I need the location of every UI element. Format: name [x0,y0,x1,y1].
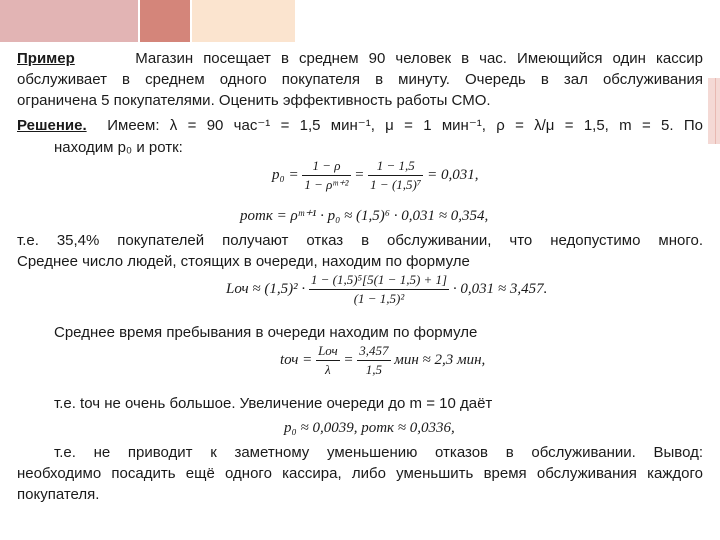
formula-toch [280,343,485,378]
para-line-9: т.е. tоч не очень большое. Увеличение очереди до m = 10 даёт [54,395,493,412]
f4-lhs: tоч = [280,351,313,368]
para-line-12: покупателя. [17,486,100,503]
para-line-3: ограничена 5 покупателями. Оценить эффективность работы СМО. [17,92,491,109]
solution-text: Имеем: λ = 90 час⁻¹ = 1,5 мин⁻¹, μ = 1 мин⁻¹, ρ = λ/μ = 1,5, m = 5. По [107,117,703,134]
para-line-2: обслуживает в среднем одного покупателя в минуту. Очередь в зал обслуживания [17,71,703,88]
f3-den: (1 − 1,5)² [353,291,405,306]
f3-lhs: Lоч ≈ (1,5)² · [226,280,306,297]
decor-bar-1 [0,0,138,42]
f1-num1: 1 − ρ [302,158,350,176]
example-text: Магазин посещает в среднем 90 человек в час. Имеющийся один кассир [135,50,703,67]
f1-den1: 1 − ρᵐ⁺² [304,177,349,192]
formula-potk: pотк = ρᵐ⁺¹ · p₀ ≈ (1,5)⁶ · 0,031 ≈ 0,354, [240,208,489,224]
para-line-8: Среднее время пребывания в очереди находим по формуле [54,324,478,341]
decor-bar-3 [192,0,295,42]
f4-num1: Lоч [316,343,340,361]
para-line-1 [17,50,703,68]
para-line-10: т.е. не приводит к заметному уменьшению отказов в обслуживании. Вывод: [54,444,703,461]
f4-den2: 1,5 [365,362,383,377]
f1-num2: 1 − 1,5 [368,158,423,176]
para-line-6: т.е. 35,4% покупателей получают отказ в обслуживании, что недопустимо много. [17,232,703,249]
side-decor-line [715,78,716,144]
f1-result: = 0,031, [427,166,479,183]
para-line-11: необходимо посадить ещё одного кассира, либо уменьшить время обслуживания каждого [17,465,703,482]
decor-bar-2 [140,0,190,42]
example-label: Пример [17,50,75,67]
para-line-5: находим p₀ и pотк: [54,139,183,156]
formula-m10: p₀ ≈ 0,0039, pотк ≈ 0,0336, [284,420,455,436]
f3-num: 1 − (1,5)⁵[5(1 − 1,5) + 1] [309,272,449,290]
formula-loch [226,272,547,307]
f4-den1: λ [325,362,331,377]
f4-num2: 3,457 [357,343,390,361]
para-line-7: Среднее число людей, стоящих в очереди, находим по формуле [17,253,470,270]
f4-eq: = [343,351,354,368]
solution-label: Решение. [17,117,87,134]
f1-den2: 1 − (1,5)⁷ [370,177,422,192]
f1-eq: = [354,166,365,183]
f1-lhs: p₀ = [272,166,299,183]
f3-result: · 0,031 ≈ 3,457. [452,280,548,297]
para-line-4 [17,117,703,135]
side-decor [708,78,720,144]
f4-result: мин ≈ 2,3 мин, [394,351,486,368]
formula-p0 [272,158,479,193]
